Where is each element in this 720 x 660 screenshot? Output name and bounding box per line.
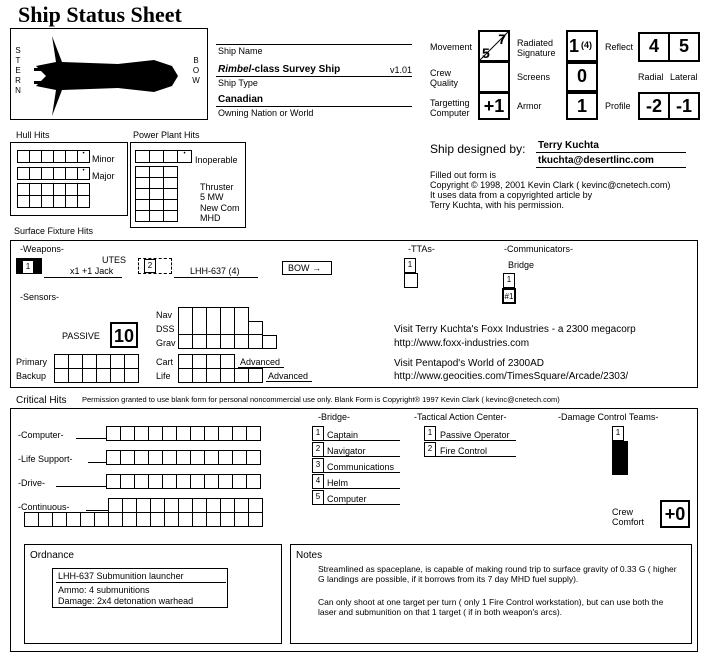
hit-box	[219, 451, 233, 465]
hit-box	[111, 369, 125, 383]
crit-life-line	[88, 462, 106, 463]
primary-label: Primary	[16, 357, 47, 367]
ship-silhouette-image	[22, 36, 192, 116]
backup-label: Backup	[16, 371, 47, 381]
hit-box	[221, 369, 235, 383]
crit-continuous-label: -Continuous-	[18, 502, 70, 512]
hit-box	[18, 168, 30, 180]
comms-heading: -Communicators-	[504, 244, 574, 254]
hit-box	[137, 499, 151, 513]
hit-box	[165, 499, 179, 513]
profile-radial-value: -2	[645, 96, 662, 116]
hit-box	[221, 308, 235, 322]
sensors-heading: -Sensors-	[20, 292, 60, 302]
copyright-line3: It uses data from a copyrighted article by	[430, 190, 593, 200]
ordnance-title: Ordnance	[30, 550, 74, 561]
hit-box	[136, 200, 150, 211]
radial-label: Radial	[638, 72, 664, 82]
hit-box	[121, 475, 135, 489]
tta-box	[404, 273, 418, 288]
crew-quality-label: Crew Quality	[430, 68, 459, 88]
targetting-label: Targetting Computer	[430, 98, 470, 118]
hit-box	[221, 499, 235, 513]
ttas-heading: -TTAs-	[408, 244, 435, 254]
reflect-radial-value: 4	[648, 36, 659, 56]
surface-fixture-title: Surface Fixture Hits	[14, 226, 94, 236]
weapons-heading: -Weapons-	[20, 244, 64, 254]
hit-box	[136, 151, 150, 163]
hit-box	[249, 513, 263, 527]
armor-label: Armor	[517, 101, 542, 111]
crit-continuous-row1	[108, 498, 263, 513]
hit-box	[123, 513, 137, 527]
sensor-dss-label: DSS	[156, 324, 175, 334]
notes-para1: Streamlined as spaceplane, is capable of making round trip to surface gravity of 0.33 G ( higher G landings are possible, if it borrows from its 7 day MHD fuel supply).	[318, 564, 677, 584]
critical-hits-title: Critical Hits	[16, 395, 67, 406]
tac-line	[436, 456, 516, 457]
sensor-dss-boxes	[178, 321, 263, 335]
hit-box: •	[178, 151, 192, 163]
power-newcom-label: New Com	[200, 203, 240, 213]
ship-name-line	[216, 44, 412, 45]
copyright-line1: Filled out form is	[430, 170, 497, 180]
hit-box	[97, 355, 111, 369]
hit-box	[235, 513, 249, 527]
hit-box	[39, 513, 53, 527]
crit-life-support-boxes	[106, 450, 261, 465]
profile-lateral-value: -1	[675, 96, 692, 116]
weapon2-underline	[174, 277, 258, 278]
hit-box	[66, 151, 78, 163]
life-advanced-line	[266, 381, 312, 382]
hit-box: •	[78, 151, 90, 163]
damage-control-heading: -Damage Control Teams-	[558, 412, 659, 422]
hit-box	[109, 513, 123, 527]
profile-label: Profile	[605, 101, 631, 111]
version-label: v1.01	[390, 65, 413, 75]
sensor-grav-boxes	[178, 335, 277, 349]
hit-box	[179, 321, 193, 335]
hull-minor-label: Minor	[92, 154, 115, 164]
crit-drive-line	[56, 486, 106, 487]
hit-box	[149, 427, 163, 441]
ship-class-value	[218, 64, 340, 75]
crit-continuous-row2	[24, 512, 263, 527]
screens-label: Screens	[517, 72, 551, 82]
hit-box	[235, 335, 249, 349]
hit-box	[66, 196, 78, 208]
hit-box	[55, 369, 69, 383]
bridge-item-num: 2	[312, 442, 324, 457]
permission-text: Permission granted to use blank form for personal noncommercial use only. Blank Form is Copyright® 1997 Kevin Clark ( kevinc@cnetech.com)	[82, 395, 560, 404]
hit-box	[249, 499, 263, 513]
hit-box	[42, 184, 54, 196]
crit-computer-line	[76, 438, 106, 439]
movement-bottom: 5	[482, 45, 490, 61]
hit-box	[66, 168, 78, 180]
hit-box	[165, 513, 179, 527]
hit-box	[235, 369, 249, 383]
hit-box	[135, 451, 149, 465]
hit-box	[193, 369, 207, 383]
weapon1-line: x1 +1 Jack	[70, 266, 114, 276]
weapon1-underline	[44, 277, 122, 278]
hit-box	[150, 200, 164, 211]
armor-value: 1	[576, 96, 587, 116]
copyright-line4: Terry Kuchta, with his permission.	[430, 200, 565, 210]
hit-box	[193, 308, 207, 322]
hit-box	[121, 427, 135, 441]
sensor-cart-label: Cart	[156, 357, 174, 367]
hit-box	[179, 499, 193, 513]
hit-box	[193, 355, 207, 369]
hull-major-label: Major	[92, 171, 115, 181]
hit-box	[235, 499, 249, 513]
hit-box	[221, 513, 235, 527]
hit-box	[109, 499, 123, 513]
hit-box	[149, 451, 163, 465]
hit-box	[18, 196, 30, 208]
hit-box	[205, 451, 219, 465]
hit-box	[150, 189, 164, 200]
designer-name: Terry Kuchta	[538, 140, 599, 151]
foxx-text: Visit Terry Kuchta's Foxx Industries - a 2300 megacorp	[394, 324, 636, 335]
crit-computer-boxes	[106, 426, 261, 441]
hit-box	[193, 321, 207, 335]
hit-box	[193, 335, 207, 349]
hit-box	[121, 451, 135, 465]
stern-label: S T E R N	[15, 46, 21, 95]
hit-box	[150, 151, 164, 163]
ship-type-line	[216, 76, 412, 77]
hit-box	[179, 308, 193, 322]
hit-box	[221, 335, 235, 349]
hit-box	[179, 335, 193, 349]
reflect-label: Reflect	[605, 42, 634, 52]
hit-box	[193, 513, 207, 527]
hit-box	[30, 168, 42, 180]
power-thruster-boxes	[135, 166, 178, 222]
tac-heading: -Tactical Action Center-	[414, 412, 507, 422]
hit-box	[235, 308, 249, 322]
hit-box	[135, 427, 149, 441]
tac-item-num: 1	[424, 426, 436, 441]
hull-major-boxes	[17, 167, 90, 180]
ordnance-item-name: LHH-637 Submunition launcher	[58, 571, 184, 581]
hit-box	[97, 369, 111, 383]
hit-box	[164, 178, 178, 189]
hit-box	[78, 196, 90, 208]
crit-bridge-heading: -Bridge-	[318, 412, 351, 422]
bridge-item-num: 3	[312, 458, 324, 473]
hit-box	[177, 475, 191, 489]
tac-line	[436, 440, 516, 441]
hit-box	[18, 151, 30, 163]
hit-box	[42, 196, 54, 208]
hit-box	[163, 475, 177, 489]
movement-top: 7	[498, 31, 506, 47]
radiated-value: 1	[569, 36, 580, 56]
hit-box	[219, 427, 233, 441]
weapon1-utes: UTES	[102, 255, 127, 265]
hit-box	[163, 451, 177, 465]
damage-control-num: 1	[612, 426, 624, 441]
hit-box	[136, 189, 150, 200]
hit-box	[191, 451, 205, 465]
hull-extra-boxes	[17, 183, 90, 208]
comm-tag: #1	[502, 288, 516, 304]
movement-label: Movement	[430, 42, 473, 52]
notes-frame	[290, 544, 692, 644]
sensor-grav-label: Grav	[156, 338, 176, 348]
ship-type-label: Ship Type	[218, 78, 258, 88]
nation-value: Canadian	[218, 94, 264, 105]
bridge-line	[324, 456, 400, 457]
hit-box	[111, 355, 125, 369]
bridge-line	[324, 472, 400, 473]
hit-box	[42, 168, 54, 180]
tac-item-fire-control: Fire Control	[440, 446, 488, 456]
bridge-line	[324, 440, 400, 441]
hit-box	[207, 369, 221, 383]
hit-box	[55, 355, 69, 369]
hit-box	[107, 475, 121, 489]
bridge-item-num: 1	[312, 426, 324, 441]
sensor-cart-boxes	[178, 354, 235, 369]
hit-box	[151, 499, 165, 513]
nation-label: Owning Nation or World	[218, 108, 314, 118]
sensor-life-advanced: Advanced	[268, 371, 309, 381]
hit-box	[149, 475, 163, 489]
ordnance-ammo: Ammo: 4 submunitions	[58, 585, 150, 595]
hit-box	[177, 451, 191, 465]
hit-box	[164, 189, 178, 200]
hit-box	[67, 513, 81, 527]
crit-computer-label: -Computer-	[18, 430, 64, 440]
radiated-label: Radiated Signature	[517, 38, 556, 58]
bridge-item-captain: Captain	[327, 430, 359, 440]
power-inoperable-label: Inoperable	[195, 155, 238, 165]
hit-box	[150, 167, 164, 178]
hit-box	[54, 184, 66, 196]
hit-box	[177, 427, 191, 441]
crit-life-support-label: -Life Support-	[18, 454, 73, 464]
pentapod-url[interactable]: http://www.geocities.com/TimesSquare/Arcade/2303/	[394, 371, 629, 382]
bridge-line	[324, 488, 400, 489]
screens-value: 0	[576, 66, 587, 86]
hit-box	[233, 427, 247, 441]
crit-drive-boxes	[106, 474, 261, 489]
hit-box	[163, 427, 177, 441]
hit-box	[150, 211, 164, 222]
comms-bridge-label: Bridge	[508, 260, 535, 270]
hit-box	[207, 308, 221, 322]
hit-box	[191, 475, 205, 489]
hit-box	[247, 475, 261, 489]
hit-box	[78, 184, 90, 196]
hit-box	[191, 427, 205, 441]
tac-item-num: 2	[424, 442, 436, 457]
sensor-life-label: Life	[156, 371, 171, 381]
hit-box	[179, 369, 193, 383]
hit-box	[164, 167, 178, 178]
hit-box	[151, 513, 165, 527]
hit-box	[25, 513, 39, 527]
hit-box	[66, 184, 78, 196]
hit-box: •	[78, 168, 90, 180]
power-mhd-label: MHD	[200, 213, 221, 223]
hit-box	[233, 451, 247, 465]
weapon2-name: LHH-637 (4)	[190, 266, 240, 276]
power-plant-title: Power Plant Hits	[133, 130, 200, 140]
hit-box	[30, 196, 42, 208]
damage-control-filled-box	[612, 441, 628, 475]
hull-minor-boxes	[17, 150, 90, 163]
page-title: Ship Status Sheet	[18, 2, 182, 27]
comm-num: 1	[503, 273, 515, 288]
power-thruster-label: Thruster	[200, 182, 234, 192]
hit-box	[207, 321, 221, 335]
crit-continuous-line	[86, 510, 108, 511]
passive-value: 10	[113, 326, 135, 346]
designer-email-line	[536, 167, 686, 168]
hit-box	[233, 475, 247, 489]
hit-box	[137, 513, 151, 527]
sensor-nav-label: Nav	[156, 310, 173, 320]
crew-comfort-label: Crew Comfort	[612, 507, 645, 527]
ordnance-damage: Damage: 2x4 detonation warhead	[58, 596, 194, 606]
hit-box	[164, 211, 178, 222]
hit-box	[30, 184, 42, 196]
hit-box	[54, 168, 66, 180]
weapon1-num: 1	[22, 260, 34, 274]
bridge-item-num: 4	[312, 474, 324, 489]
notes-para2: Can only shoot at one target per turn ( only 1 Fire Control workstation), but can use both the laser and submunition on that 1 target ( if in both weapon's arcs).	[318, 597, 664, 617]
passive-label: PASSIVE	[62, 331, 100, 341]
copyright-line2: Copyright © 1998, 2001 Kevin Clark ( kevinc@cnetech.com)	[430, 180, 671, 190]
ship-name-label: Ship Name	[218, 46, 263, 56]
hit-box	[150, 178, 164, 189]
hit-box	[207, 513, 221, 527]
hit-box	[136, 211, 150, 222]
hit-box	[247, 451, 261, 465]
bridge-line	[324, 504, 400, 505]
crew-quality-box	[478, 62, 510, 92]
hit-box	[30, 151, 42, 163]
ship-class-name: Rimbel	[218, 64, 252, 75]
hit-box	[136, 178, 150, 189]
hit-box	[263, 335, 277, 349]
nation-line	[216, 106, 412, 107]
hit-box	[164, 200, 178, 211]
lateral-label: Lateral	[670, 72, 698, 82]
hit-box	[54, 151, 66, 163]
hit-box	[54, 196, 66, 208]
crit-drive-label: -Drive-	[18, 478, 45, 488]
targetting-value: +1	[483, 96, 505, 116]
hit-box	[235, 321, 249, 335]
hit-box	[221, 355, 235, 369]
crew-comfort-value: +0	[664, 504, 686, 524]
hit-box	[135, 475, 149, 489]
hit-box	[179, 355, 193, 369]
hull-hits-title: Hull Hits	[16, 130, 50, 140]
sensor-cart-advanced: Advanced	[240, 357, 281, 367]
hit-box	[83, 355, 97, 369]
pentapod-text: Visit Pentapod's World of 2300AD	[394, 358, 544, 369]
sensor-nav-boxes	[178, 307, 249, 322]
hit-box	[207, 499, 221, 513]
hit-box	[18, 184, 30, 196]
hit-box	[249, 321, 263, 335]
bow-arrow-label: BOW →	[288, 263, 321, 273]
power-mw-label: 5 MW	[200, 192, 224, 202]
hit-box	[207, 355, 221, 369]
hit-box	[53, 513, 67, 527]
bow-label: B O W	[192, 56, 200, 85]
hit-box	[125, 369, 139, 383]
hit-box	[249, 335, 263, 349]
hit-box	[107, 427, 121, 441]
hit-box	[107, 451, 121, 465]
radiated-sub: (4)	[581, 40, 592, 50]
hit-box	[179, 513, 193, 527]
hit-box	[123, 499, 137, 513]
designer-label: Ship designed by:	[430, 142, 526, 156]
foxx-url[interactable]: http://www.foxx-industries.com	[394, 338, 530, 349]
power-inoperable-boxes	[135, 150, 192, 163]
weapon2-num: 2	[144, 259, 156, 273]
hit-box	[95, 513, 109, 527]
hit-box	[207, 335, 221, 349]
notes-title: Notes	[296, 550, 323, 561]
designer-email: tkuchta@desertlinc.com	[538, 155, 654, 166]
hit-box	[136, 167, 150, 178]
hit-box	[249, 369, 263, 383]
hit-box	[221, 321, 235, 335]
hit-box	[164, 151, 178, 163]
hit-box	[193, 499, 207, 513]
movement-box	[478, 30, 510, 62]
sensor-life-boxes	[178, 368, 263, 383]
hit-box	[81, 513, 95, 527]
primary-backup-boxes	[54, 354, 139, 383]
tac-item-passive-operator: Passive Operator	[440, 430, 510, 440]
hit-box	[42, 151, 54, 163]
bridge-item-communications: Communications	[327, 462, 395, 472]
ship-class-suffix: -class Survey Ship	[251, 64, 341, 75]
hit-box	[247, 427, 261, 441]
hit-box	[69, 369, 83, 383]
hit-box	[83, 369, 97, 383]
hit-box	[69, 355, 83, 369]
bridge-item-computer: Computer	[327, 494, 367, 504]
designer-name-line	[536, 152, 686, 153]
bridge-item-helm: Helm	[327, 478, 349, 488]
bridge-item-num: 5	[312, 490, 324, 505]
ordnance-item-line	[56, 582, 226, 583]
hit-box	[125, 355, 139, 369]
hit-box	[205, 475, 219, 489]
hit-box	[219, 475, 233, 489]
reflect-lateral-value: 5	[678, 36, 689, 56]
bridge-item-navigator: Navigator	[327, 446, 366, 456]
hit-box	[205, 427, 219, 441]
tta-num: 1	[404, 258, 416, 273]
